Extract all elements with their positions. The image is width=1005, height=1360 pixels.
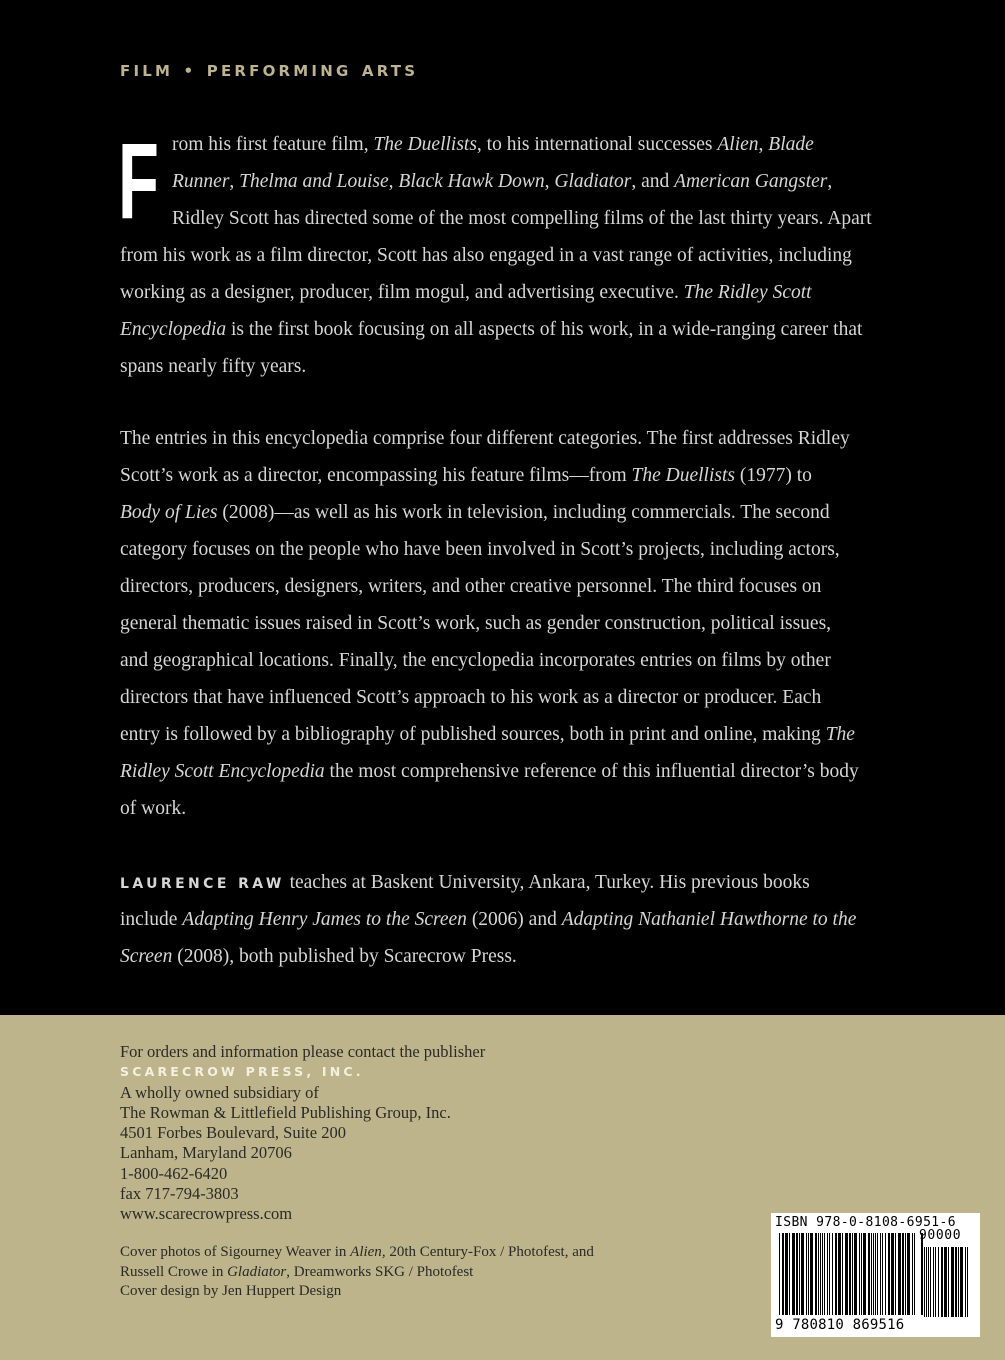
italic-title: Adapting Henry James to the Screen: [182, 909, 467, 930]
barcode-bar: [944, 1247, 947, 1317]
text-line: Runner, Thelma and Louise, Black Hawk Down, Gladiator, and American Gangster,: [172, 171, 833, 192]
barcode-bar: [948, 1247, 949, 1317]
text-line: directors, producers, designers, writers, and other creative personnel. The third focuses on: [120, 576, 822, 597]
cover-design-credit: Cover design by Jen Huppert Design: [120, 1283, 342, 1299]
text-line: category focuses on the people who have been involved in Scott’s projects, including actors,: [120, 539, 840, 560]
italic-title: Black Hawk Down: [398, 171, 545, 192]
text-line: include Adapting Henry James to the Screen (2006) and Adapting Nathaniel Hawthorne to the: [120, 909, 857, 930]
text-line: The entries in this encyclopedia comprise four different categories. The first addresses Ridley: [120, 428, 850, 449]
contact-intro: For orders and information please contact the publisher: [120, 1042, 486, 1061]
text-line: Ridley Scott Encyclopedia the most comprehensive reference of this influential director’s body: [120, 761, 859, 782]
text-line: [120, 864, 890, 901]
barcode-bar: [779, 1233, 780, 1315]
barcode-bar: [871, 1233, 872, 1315]
isbn-barcode: [771, 1213, 980, 1337]
isbn-label: ISBN 978-0-8108-6951-6: [775, 1215, 956, 1230]
italic-title: The Duellists: [373, 134, 477, 155]
barcode-bar: [849, 1233, 851, 1315]
italic-title: Gladiator: [227, 1263, 287, 1280]
publisher-name: SCARECROW PRESS, INC.: [120, 1064, 364, 1080]
barcode-bar: [924, 1247, 925, 1317]
description-paragraph-2: [120, 420, 890, 827]
drop-cap: F: [118, 120, 159, 241]
italic-title: The Ridley Scott: [683, 282, 812, 303]
barcode-bar: [863, 1233, 866, 1315]
barcode-bar: [958, 1247, 959, 1317]
barcode-bar: [829, 1233, 830, 1315]
barcode-bar: [789, 1233, 790, 1315]
barcode-bar: [965, 1247, 966, 1317]
barcode-bar: [815, 1233, 817, 1315]
barcode-bar: [808, 1233, 809, 1315]
publisher-contact: [120, 1042, 485, 1225]
price-addon: 90000: [919, 1228, 962, 1243]
italic-title: Encyclopedia: [120, 319, 227, 340]
author-bio: [120, 864, 890, 975]
barcode-bar: [930, 1247, 931, 1317]
barcode-bar: [888, 1233, 890, 1315]
barcode-bar: [832, 1233, 833, 1315]
barcode-bar: [912, 1233, 913, 1315]
barcode-bar: [938, 1247, 939, 1317]
italic-title: American Gangster: [674, 171, 828, 192]
barcode-bar: [859, 1233, 860, 1315]
text-line: of work.: [120, 798, 187, 819]
barcode-bar: [885, 1233, 886, 1315]
author-name: LAURENCE RAW: [120, 876, 285, 892]
italic-title: Gladiator: [554, 171, 632, 192]
barcode-bar: [895, 1233, 896, 1315]
barcode-bar: [827, 1233, 828, 1315]
italic-title: Adapting Nathaniel Hawthorne to the: [561, 909, 857, 930]
fax-number: fax 717-794-3803: [120, 1184, 239, 1204]
italic-title: Runner: [172, 171, 230, 192]
italic-title: Alien: [350, 1244, 382, 1260]
barcode-bar: [902, 1233, 904, 1315]
address-line: Lanham, Maryland 20706: [120, 1143, 292, 1163]
website-url: www.scarecrowpress.com: [120, 1204, 293, 1224]
barcode-bar: [842, 1233, 843, 1315]
barcode-bar: [907, 1233, 910, 1315]
barcode-bar: [928, 1247, 929, 1317]
photo-credits: [120, 1243, 594, 1282]
barcode-bar: [845, 1233, 848, 1315]
barcode-bar: [955, 1247, 957, 1317]
italic-title: Body of Lies: [120, 502, 218, 523]
barcode-bar: [941, 1247, 943, 1317]
text-line: Ridley Scott has directed some of the most compelling films of the last thirty years. Apart: [172, 208, 872, 229]
italic-title: Alien: [717, 134, 759, 155]
barcode-bar: [880, 1233, 881, 1315]
barcode-bar: [818, 1233, 819, 1315]
text-line: spans nearly fifty years.: [120, 356, 307, 377]
barcode-bar: [822, 1233, 823, 1315]
contact-line: A wholly owned subsidiary of: [120, 1082, 319, 1102]
barcode-bar: [792, 1233, 795, 1315]
barcode-bar: [796, 1233, 798, 1315]
barcode-bars: [775, 1233, 976, 1319]
address-line: 4501 Forbes Boulevard, Suite 200: [120, 1123, 346, 1143]
text-line: and geographical locations. Finally, the encyclopedia incorporates entries on films by other: [120, 650, 831, 671]
barcode-bar: [951, 1247, 954, 1317]
credit-line: Cover photos of Sigourney Weaver in Alien, 20th Century-Fox / Photofest, and: [120, 1244, 594, 1260]
phone-number: 1-800-462-6420: [120, 1163, 228, 1183]
barcode-bar: [926, 1247, 927, 1317]
barcode-bar: [933, 1247, 934, 1317]
italic-title: The: [825, 724, 855, 745]
barcode-bar: [835, 1233, 837, 1315]
text-line: Encyclopedia is the first book focusing on all aspects of his work, in a wide-ranging career that: [120, 319, 863, 340]
italic-title: Blade: [768, 134, 814, 155]
category-label: FILM • PERFORMING ARTS: [120, 62, 419, 80]
italic-title: Ridley Scott Encyclopedia: [120, 761, 325, 782]
barcode-bar: [960, 1247, 963, 1317]
barcode-bar: [852, 1233, 853, 1315]
text-line: entry is followed by a bibliography of published sources, both in print and online, making The: [120, 724, 855, 745]
text-line: rom his first feature film, The Duellists, to his international successes Alien, Blade: [172, 134, 814, 155]
barcode-bar: [868, 1233, 870, 1315]
italic-title: The Duellists: [631, 465, 735, 486]
barcode-bar: [861, 1233, 862, 1315]
text-line: from his work as a film director, Scott has also engaged in a vast range of activities, including: [120, 245, 852, 266]
barcode-bar: [898, 1233, 901, 1315]
barcode-bar: [914, 1233, 915, 1315]
barcode-bar: [806, 1233, 807, 1315]
barcode-bar: [810, 1233, 813, 1315]
text-line: working as a designer, producer, film mogul, and advertising executive. The Ridley Scott: [120, 282, 812, 303]
italic-title: Thelma and Louise: [239, 171, 389, 192]
barcode-bar: [891, 1233, 894, 1315]
barcode-bar: [785, 1233, 788, 1315]
barcode-bar: [801, 1233, 804, 1315]
barcode-bar: [820, 1233, 821, 1315]
italic-title: Screen: [120, 946, 173, 967]
barcode-bar: [782, 1233, 784, 1315]
text-line: general thematic issues raised in Scott’s work, such as gender construction, political issues,: [120, 613, 832, 634]
text-line: Scott’s work as a director, encompassing his feature films—from The Duellists (1977) to: [120, 465, 812, 486]
barcode-bar: [877, 1233, 878, 1315]
text-line: Body of Lies (2008)—as well as his work in television, including commercials. The second: [120, 502, 830, 523]
barcode-bar: [824, 1233, 825, 1315]
credit-line: Russell Crowe in Gladiator, Dreamworks SKG / Photofest: [120, 1263, 474, 1280]
barcode-bar: [905, 1233, 906, 1315]
barcode-bar: [854, 1233, 857, 1315]
barcode-bar: [838, 1233, 841, 1315]
description-paragraph-1: [118, 120, 890, 385]
barcode-bar: [967, 1247, 968, 1317]
barcode-digits: 9 780810 869516: [775, 1317, 905, 1333]
barcode-bar: [875, 1233, 876, 1315]
barcode-bar: [882, 1233, 883, 1315]
bio-text: teaches at Baskent University, Ankara, Turkey. His previous books: [284, 872, 810, 893]
barcode-bar: [921, 1233, 923, 1315]
barcode-bar: [935, 1247, 936, 1317]
text-line: directors that have influenced Scott’s approach to his work as a director or producer. Each: [120, 687, 822, 708]
text-line: Screen (2008), both published by Scarecrow Press.: [120, 946, 517, 967]
barcode-bar: [799, 1233, 800, 1315]
contact-line: The Rowman & Littlefield Publishing Group, Inc.: [120, 1102, 451, 1122]
barcode-bar: [873, 1233, 874, 1315]
